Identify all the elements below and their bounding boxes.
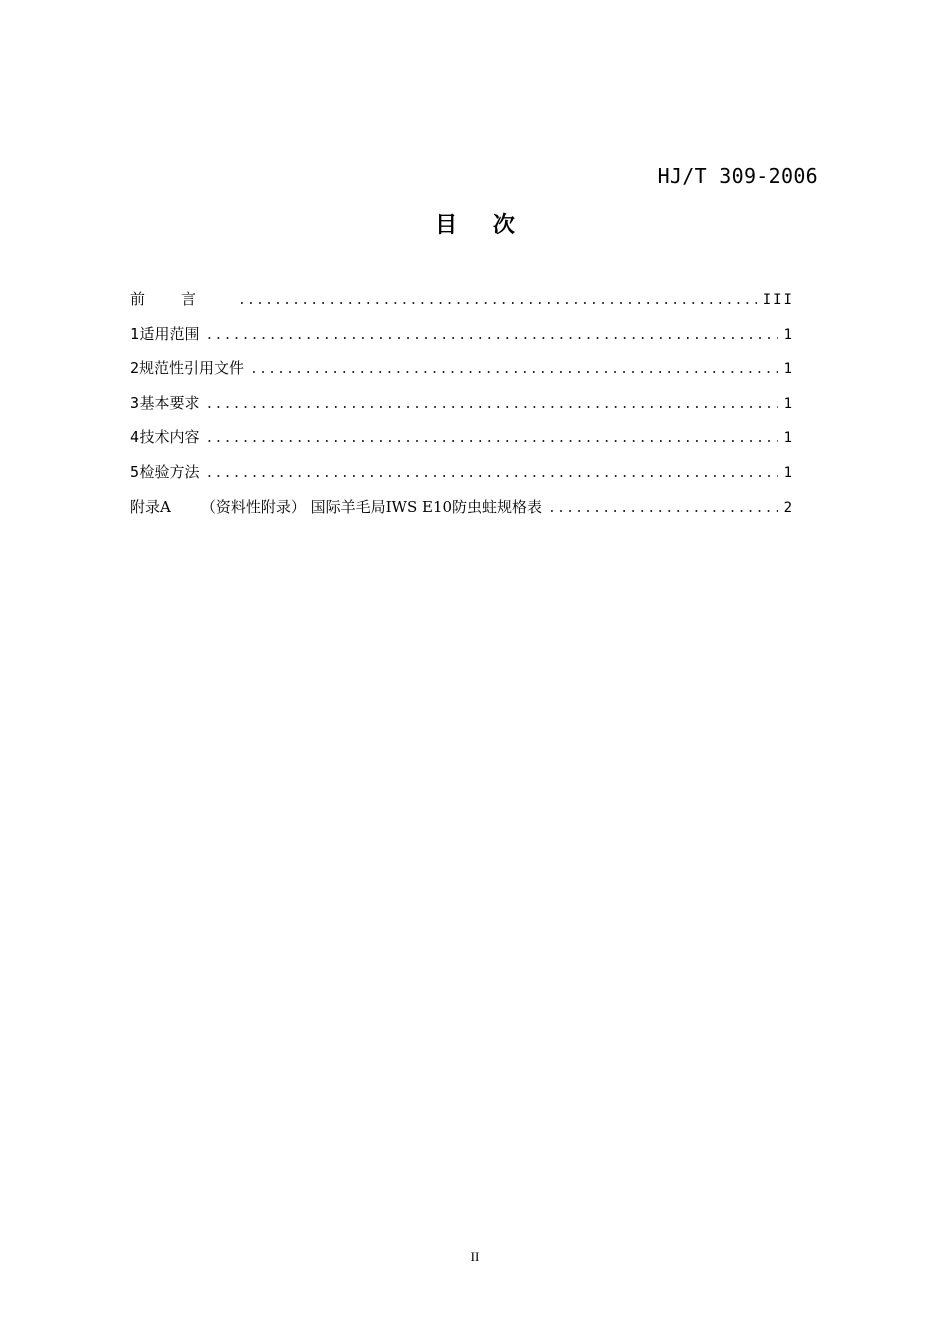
toc-entry-basic-requirements[interactable] [130, 392, 792, 427]
toc-entry-label: 前言 [130, 290, 233, 308]
toc-entry-test-methods[interactable] [130, 461, 792, 496]
toc-entry-page: 1 [783, 326, 794, 343]
toc-entry-label: 技术内容 [139, 428, 200, 447]
toc-entry-number: 5 [130, 462, 140, 481]
toc-entry-label: 适用范围 [139, 324, 200, 343]
standard-code: HJ/T 309-2006 [657, 164, 818, 188]
toc-entry-normative-references[interactable] [130, 357, 792, 392]
toc-entry-scope[interactable] [130, 323, 792, 358]
toc-dot-leader [206, 328, 778, 343]
toc-dot-leader [250, 362, 778, 377]
toc-entry-label: 规范性引用文件 [139, 359, 245, 378]
page-number: II [470, 1249, 480, 1264]
toc-entry-page: 1 [783, 361, 794, 378]
toc-dot-leader [206, 397, 778, 412]
toc-entry-label: 检验方法 [139, 462, 200, 481]
toc-dot-leader [206, 466, 778, 481]
toc-entry-page: 1 [783, 430, 794, 447]
toc-dot-leader [238, 293, 757, 308]
toc-appendix-prefix: 附录A [130, 497, 171, 516]
toc-entry-label: （资料性附录） 国际羊毛局IWS E10防虫蛀规格表 [200, 497, 543, 516]
toc-entry-number: 2 [130, 359, 140, 378]
toc-title: 目 次 [435, 213, 529, 238]
toc-entry-number: 1 [130, 324, 140, 343]
toc-entry-page: 1 [783, 395, 794, 412]
toc-entry-number: 4 [130, 428, 140, 447]
toc-entry-appendix-a[interactable] [130, 496, 792, 531]
toc-dot-leader [206, 431, 778, 446]
toc-entry-technical-content[interactable] [130, 426, 792, 461]
toc-entry-number: 3 [130, 393, 140, 412]
toc-entry-page: 1 [783, 464, 794, 481]
table-of-contents [130, 288, 792, 530]
toc-entry-page: 2 [783, 499, 794, 516]
toc-entry-label: 基本要求 [139, 393, 200, 412]
toc-dot-leader [548, 501, 778, 516]
toc-entry-foreword[interactable] [130, 288, 792, 323]
toc-entry-page: III [762, 292, 794, 308]
